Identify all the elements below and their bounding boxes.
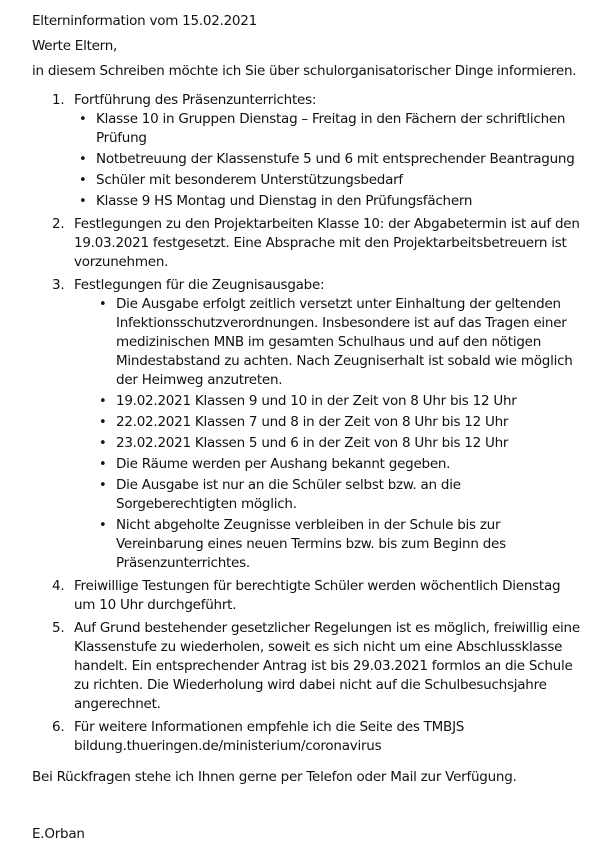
bullet-item (99, 516, 582, 573)
bullet-text: 23.02.2021 Klassen 5 und 6 in der Zeit von 8 Uhr bis 12 Uhr (116, 435, 509, 451)
list-number: 2. (52, 216, 65, 232)
bullet-icon: • (99, 478, 107, 493)
bullet-item (99, 434, 582, 453)
bullet-icon: • (79, 194, 87, 209)
bullet-text: Klasse 10 in Gruppen Dienstag – Freitag in den Fächern der schriftlichen Prüfung (96, 111, 566, 146)
bullet-text: Notbetreuung der Klassenstufe 5 und 6 mit entsprechender Beantragung (96, 151, 575, 167)
list-item (52, 619, 582, 714)
bullet-item (99, 476, 582, 514)
bullet-item (79, 192, 582, 211)
bullet-text: Klasse 9 HS Montag und Dienstag in den Prüfungsfächern (96, 193, 473, 209)
bullet-text: Die Ausgabe erfolgt zeitlich versetzt unter Einhaltung der geltenden Infektionsschutzverordnungen. Insbesondere ist auf das Tragen einer medizinischen MNB im gesamten Schulhaus und auf den nötigen Mindestabstand zu achten. Nach Zeugniserhalt ist sobald wie möglich der Heimweg anzutreten. (116, 296, 573, 388)
intro-paragraph: in diesem Schreiben möchte ich Sie über schulorganisatorischer Dinge informieren. (32, 63, 577, 79)
list-number: 1. (52, 92, 65, 108)
bullet-icon: • (99, 518, 107, 533)
numbered-list (32, 91, 582, 756)
letter-heading: Elterninformation vom 15.02.2021 (32, 13, 257, 29)
list-item (52, 91, 582, 211)
list-item-text: Freiwillige Testungen für berechtigte Schüler werden wöchentlich Dienstag um 10 Uhr durchgeführt. (74, 578, 561, 613)
list-number: 5. (52, 620, 65, 636)
bullet-icon: • (99, 415, 107, 430)
list-item-text: Festlegungen für die Zeugnisausgabe: (74, 277, 325, 293)
bullet-text: Die Ausgabe ist nur an die Schüler selbst bzw. an die Sorgeberechtigten möglich. (116, 477, 461, 512)
list-item (52, 215, 582, 272)
bullet-icon: • (99, 457, 107, 472)
bullet-icon: • (79, 112, 87, 127)
list-item (52, 577, 582, 615)
list-number: 3. (52, 277, 65, 293)
list-number: 6. (52, 719, 65, 735)
bullet-icon: • (99, 436, 107, 451)
signature: E.Orban (32, 826, 85, 842)
bullet-item (99, 392, 582, 411)
letter-document (32, 12, 582, 844)
list-number: 4. (52, 578, 65, 594)
bullet-item (79, 110, 582, 148)
bullet-icon: • (99, 394, 107, 409)
bullet-item (99, 295, 582, 390)
closing-paragraph: Bei Rückfragen stehe ich Ihnen gerne per Telefon oder Mail zur Verfügung. (32, 769, 517, 785)
list-item-text: Für weitere Informationen empfehle ich die Seite des TMBJS bildung.thueringen.de/ministerium/coronavirus (74, 719, 465, 754)
bullet-text: Schüler mit besonderem Unterstützungsbedarf (96, 172, 403, 188)
list-item-text: Festlegungen zu den Projektarbeiten Klasse 10: der Abgabetermin ist auf den 19.03.2021 festgesetzt. Eine Absprache mit den Projektarbeitsbetreuern ist vorzunehmen. (74, 216, 580, 270)
list-item-text: Auf Grund bestehender gesetzlicher Regelungen ist es möglich, freiwillig eine Klassenstufe zu wiederholen, soweit es sich nicht um eine Abschlussklasse handelt. Ein entsprechender Antrag ist bis 29.03.2021 formlos an die Schule zu richten. Die Wiederholung wird dabei nicht auf die Schulbesuchsjahre angerechnet. (74, 620, 580, 712)
bullet-list (74, 110, 582, 211)
bullet-text: 22.02.2021 Klassen 7 und 8 in der Zeit von 8 Uhr bis 12 Uhr (116, 414, 509, 430)
bullet-icon: • (79, 173, 87, 188)
bullet-icon: • (79, 152, 87, 167)
bullet-item (99, 413, 582, 432)
bullet-list (74, 295, 582, 573)
bullet-text: Nicht abgeholte Zeugnisse verbleiben in der Schule bis zur Vereinbarung eines neuen Termins bzw. bis zum Beginn des Präsenzunterrichtes. (116, 517, 506, 571)
list-item (52, 718, 582, 756)
bullet-text: Die Räume werden per Aushang bekannt gegeben. (116, 456, 451, 472)
bullet-item (79, 171, 582, 190)
bullet-item (79, 150, 582, 169)
list-item (52, 276, 582, 573)
bullet-item (99, 455, 582, 474)
salutation: Werte Eltern, (32, 38, 118, 54)
bullet-text: 19.02.2021 Klassen 9 und 10 in der Zeit von 8 Uhr bis 12 Uhr (116, 393, 517, 409)
bullet-icon: • (99, 297, 107, 312)
list-item-text: Fortführung des Präsenzunterrichtes: (74, 92, 317, 108)
